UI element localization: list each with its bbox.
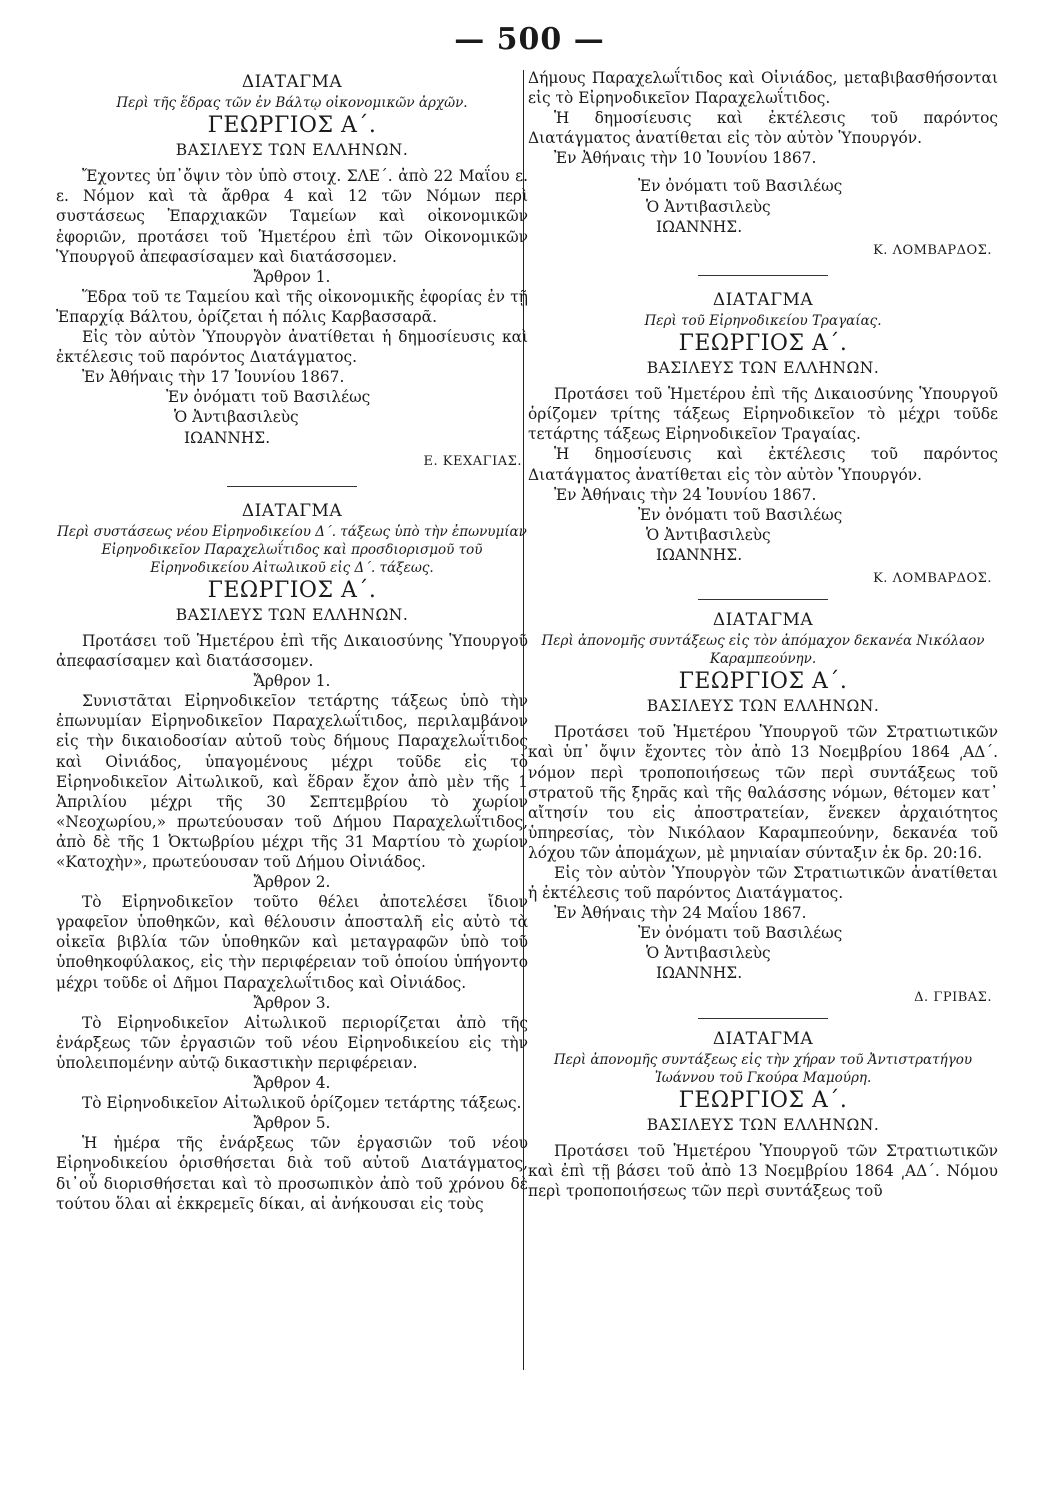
king-name: ΓΕΩΡΓΙΟΣ Α΄. (678, 330, 848, 356)
signature-line-1: Ἐν ὀνόματι τοῦ Βασιλέως (166, 388, 371, 407)
execution-clause: Εἰς τὸν αὐτὸν Ὑπουργὸν ἀνατίθεται ἡ δημοσίευσις καὶ ἐκτέλεσις τοῦ παρόντος Διατάγματος. (56, 328, 528, 367)
decree-preamble: Προτάσει τοῦ Ἡμετέρου ἐπὶ τῆς Δικαιοσύνης Ὑπουργοῦ ἀπεφασίσαμεν καὶ διατάσσομεν. (56, 631, 528, 671)
king-title: ΒΑΣΙΛΕΥΣ ΤΩΝ ΕΛΛΗΝΩΝ. (646, 1115, 880, 1134)
decree-karampeounis (528, 610, 998, 1008)
king-name: ΓΕΩΡΓΙΟΣ Α΄. (678, 669, 848, 695)
decree-heading: ΔΙΑΤΑΓΜΑ (712, 1028, 814, 1049)
article-text: Ἕδρα τοῦ τε Ταμείου καὶ τῆς οἰκονομικῆς ἐφορίας ἐν τῇ Ἐπαρχίᾳ Βάλτου, ὁρίζεται ἡ πόλις Καρβασσαρᾶ. (56, 287, 528, 326)
article-heading: Ἄρθρον 5. (253, 1114, 331, 1133)
article-heading: Ἄρθρον 1. (253, 267, 331, 286)
king-title: ΒΑΣΙΛΕΥΣ ΤΩΝ ΕΛΛΗΝΩΝ. (646, 359, 880, 378)
signature-line-2: Ὁ Ἀντιβασιλεὺς (174, 408, 299, 427)
execution-clause: Ἡ δημοσίευσις καὶ ἐκτέλεσις τοῦ παρόντος Διατάγματος ἀνατίθεται εἰς τὸν αὐτὸν Ὑπουργόν. (528, 445, 998, 484)
separator-rule (698, 599, 828, 600)
signature-line-3: ΙΩΑΝΝΗΣ. (656, 545, 743, 564)
execution-clause: Εἰς τὸν αὐτὸν Ὑπουργὸν τῶν Στρατιωτικῶν ἀνατίθεται ἡ ἐκτέλεσις τοῦ παρόντος Διατάγματος. (528, 864, 998, 903)
decree-date: Ἐν Ἀθήναις τὴν 24 Μαΐου 1867. (554, 904, 807, 923)
separator-rule (698, 275, 828, 276)
king-title: ΒΑΣΙΛΕΥΣ ΤΩΝ ΕΛΛΗΝΩΝ. (175, 141, 409, 160)
article-text: Τὸ Εἰρηνοδικεῖον Αἰτωλικοῦ περιορίζεται ἀπὸ τῆς ἐνάρξεως τῶν ἐργασιῶν τοῦ νέου Εἰρηνοδικείου εἰς τὴν ὑπολειπομένην αὐτῷ δικαστικὴν περιφέρειαν. (56, 1013, 528, 1072)
execution-clause: Ἡ δημοσίευσις καὶ ἐκτέλεσις τοῦ παρόντος Διατάγματος ἀνατίθεται εἰς τὸν αὐτὸν Ὑπουργόν. (528, 109, 998, 148)
article-text: Συνιστᾶται Εἰρηνοδικεῖον τετάρτης τάξεως ὑπὸ τὴν ἐπωνυμίαν Εἰρηνοδικεῖον Παραχελωΐτιδος, περιλαμβάνον εἰς τὴν δικαιοδοσίαν αὐτοῦ τοὺς δήμους Παραχελωΐτιδος καὶ Οἰνιάδος, ὑπαγομένους μέχρι τοῦδε εἰς τὸ Εἰρηνοδικεῖον Αἰτωλικοῦ, καὶ ἕδραν ἔχον ἀπὸ μὲν τῆς 1 Ἀπριλίου μέχρι τῆς 30 Σεπτεμβρίου τὸ χωρίον «Νεοχωρίου,» πρωτεύουσαν τοῦ Δήμου Παραχελωΐτιδος, ἀπὸ δὲ τῆς 1 Ὀκτωβρίου μέχρι τῆς 31 Μαρτίου τὸ χωρίον «Κατοχὴν», πρωτεύουσαν τοῦ Δήμου Οἰνιάδος. (56, 692, 528, 871)
signature-line-1: Ἐν ὀνόματι τοῦ Βασιλέως (638, 924, 843, 943)
article-text: Τὸ Εἰρηνοδικεῖον Αἰτωλικοῦ ὁρίζομεν τετάρτης τάξεως. (82, 1094, 522, 1113)
separator-rule (227, 486, 357, 487)
article-text: Τὸ Εἰρηνοδικεῖον τοῦτο θέλει ἀποτελέσει ἴδιον γραφεῖον ὑποθηκῶν, καὶ θέλουσιν ἀποσταλῆ εἰς αὐτὸ τὰ οἰκεῖα βιβλία τῶν ὑποθηκῶν καὶ μεταγραφῶν ὑπὸ τοῦ ὑποθηκοφύλακος, εἰς τὴν περιφέρειαν τοῦ ὁποίου ὑπήγοντο μέχρι τοῦδε οἱ Δῆμοι Παραχελωΐτιδος καὶ Οἰνιάδος. (56, 893, 528, 992)
king-name: ΓΕΩΡΓΙΟΣ Α΄. (678, 1087, 848, 1113)
signature-line-2: Ὁ Ἀντιβασιλεὺς (646, 944, 771, 963)
decree-preamble: Ἔχοντες ὑπ᾽ὄψιν τὸν ὑπὸ στοιχ. ΣΛΕ΄. ἀπὸ 22 Μαΐου ε. ε. Νόμον καὶ τὰ ἄρθρα 4 καὶ 12 τῶν Νόμων περὶ συστάσεως Ἐπαρχιακῶν Ταμείων καὶ οἰκονομικῶν ἐφοριῶν, προτάσει τοῦ Ἡμετέρου ἐπὶ τῶν Οἰκονομικῶν Ὑπουργοῦ ἀπεφασίσαμεν καὶ διατάσσομεν. (56, 167, 528, 266)
decree-subject: Περὶ ἀπονομῆς συντάξεως εἰς τὴν χήραν τοῦ Ἀντιστρατήγου Ἰωάννου τοῦ Γκούρα Μαμούρη. (553, 1051, 973, 1086)
separator-rule (698, 1018, 828, 1019)
king-title: ΒΑΣΙΛΕΥΣ ΤΩΝ ΕΛΛΗΝΩΝ. (175, 605, 409, 624)
signature-line-1: Ἐν ὀνόματι τοῦ Βασιλέως (638, 177, 843, 196)
minister-signature: Ε. ΚΕΧΑΓΙΑΣ. (423, 453, 522, 469)
king-name: ΓΕΩΡΓΙΟΣ Α΄. (207, 113, 377, 139)
page-number: — 500 — (454, 22, 605, 57)
decree-heading: ΔΙΑΤΑΓΜΑ (241, 72, 343, 92)
left-column (56, 68, 528, 1214)
decree-date: Ἐν Ἀθήναις τὴν 10 Ἰουνίου 1867. (554, 149, 817, 168)
decree-heading: ΔΙΑΤΑΓΜΑ (712, 289, 814, 310)
article-heading: Ἄρθρον 4. (253, 1074, 331, 1093)
decree-heading: ΔΙΑΤΑΓΜΑ (241, 500, 343, 521)
article-heading: Ἄρθρον 3. (253, 993, 331, 1012)
continued-text: Δήμους Παραχελωΐτιδος καὶ Οἰνιάδος, μεταβιβασθήσονται εἰς τὸ Εἰρηνοδικεῖον Παραχελωΐτιδος. (528, 69, 998, 108)
decree-date: Ἐν Ἀθήναις τὴν 17 Ἰουνίου 1867. (82, 368, 345, 387)
article-text: Ἡ ἡμέρα τῆς ἐνάρξεως τῶν ἐργασιῶν τοῦ νέου Εἰρηνοδικείου ὁρισθήσεται διὰ τοῦ αὐτοῦ Διατάγματος, δι᾽οὗ διορισθήσεται καὶ τὸ προσωπικὸν ἀπὸ τοῦ χρόνου δὲ τούτου ὅλαι αἱ ἐκκρεμεῖς δίκαι, αἱ ἀνήκουσαι εἰς τοὺς (56, 1134, 528, 1213)
signature-line-3: ΙΩΑΝΝΗΣ. (184, 428, 271, 447)
decree-body: Προτάσει τοῦ Ἡμετέρου ἐπὶ τῆς Δικαιοσύνης Ὑπουργοῦ ὁρίζομεν τρίτης τάξεως Εἰρηνοδικεῖον τὸ μέχρι τοῦδε τετάρτης τάξεως Εἰρηνοδικεῖον Τραγαίας. (528, 385, 998, 444)
decree-baltos (56, 72, 528, 472)
decree-subject: Περὶ τῆς ἕδρας τῶν ἐν Βάλτῳ οἰκονομικῶν ἀρχῶν. (116, 95, 468, 112)
decree-heading: ΔΙΑΤΑΓΜΑ (712, 610, 814, 631)
decree-tragaia (528, 290, 998, 589)
decree-mamouri-widow (528, 1029, 998, 1202)
article-heading: Ἄρθρον 1. (253, 672, 331, 691)
decree-paracheloitis-continued (528, 68, 998, 261)
king-name: ΓΕΩΡΓΙΟΣ Α΄. (207, 577, 377, 603)
signature-line-3: ΙΩΑΝΝΗΣ. (656, 217, 743, 236)
right-column (528, 68, 998, 1201)
signature-line-2: Ὁ Ἀντιβασιλεὺς (646, 197, 771, 216)
signature-line-1: Ἐν ὀνόματι τοῦ Βασιλέως (638, 505, 843, 524)
signature-line-3: ΙΩΑΝΝΗΣ. (656, 964, 743, 983)
decree-subject: Περὶ τοῦ Εἰρηνοδικείου Τραγαίας. (644, 312, 882, 329)
king-title: ΒΑΣΙΛΕΥΣ ΤΩΝ ΕΛΛΗΝΩΝ. (646, 697, 880, 716)
article-heading: Ἄρθρον 2. (253, 873, 331, 892)
minister-signature: Κ. ΛΟΜΒΑΡΔΟΣ. (873, 242, 992, 258)
minister-signature: Κ. ΛΟΜΒΑΡΔΟΣ. (873, 570, 992, 586)
decree-body: Προτάσει τοῦ Ἡμετέρου Ὑπουργοῦ τῶν Στρατιωτικῶν καὶ ὑπ᾽ ὄψιν ἔχοντες τὸν ἀπὸ 13 Νοεμβρίου 1864 ͵ΑΔ΄. νόμον περὶ τροποποιήσεως τῶν περὶ συντάξεως τοῦ στρατοῦ τῆς ξηρᾶς καὶ τῆς θαλάσσης νόμων, θέτομεν κατ᾽ αἴτησίν του εἰς ἀποστρατείαν, ἕνεκεν ἀρχαιότητος ὑπηρεσίας, τὸν Νικόλαον Καραμπεούνην, δεκανέα τοῦ λόχου τῶν ἀπομάχων, μὲ μηνιαίαν σύνταξιν ἐκ δρ. 20:16. (528, 723, 998, 862)
decree-subject: Περὶ συστάσεως νέου Εἰρηνοδικείου Δ΄. τάξεως ὑπὸ τὴν ἐπωνυμίαν Εἰρηνοδικεῖον Παραχελωΐτιδος καὶ προσδιορισμοῦ τοῦ Εἰρηνοδικείου Αἰτωλικοῦ εἰς Δ΄. τάξεως. (57, 523, 527, 576)
decree-date: Ἐν Ἀθήναις τὴν 24 Ἰουνίου 1867. (554, 485, 817, 504)
minister-signature: Δ. ΓΡΙΒΑΣ. (914, 989, 992, 1005)
signature-line-2: Ὁ Ἀντιβασιλεὺς (646, 525, 771, 544)
decree-subject: Περὶ ἀπονομῆς συντάξεως εἰς τὸν ἀπόμαχον δεκανέα Νικόλαον Καραμπεούνην. (541, 633, 985, 668)
decree-body: Προτάσει τοῦ Ἡμετέρου Ὑπουργοῦ τῶν Στρατιωτικῶν καὶ ἐπὶ τῇ βάσει τοῦ ἀπὸ 13 Νοεμβρίου 1864 ͵ΑΔ΄. Νόμου περὶ τροποποιήσεως τῶν περὶ συντάξεως τοῦ (528, 1141, 998, 1201)
decree-paracheloitis (56, 501, 528, 1214)
